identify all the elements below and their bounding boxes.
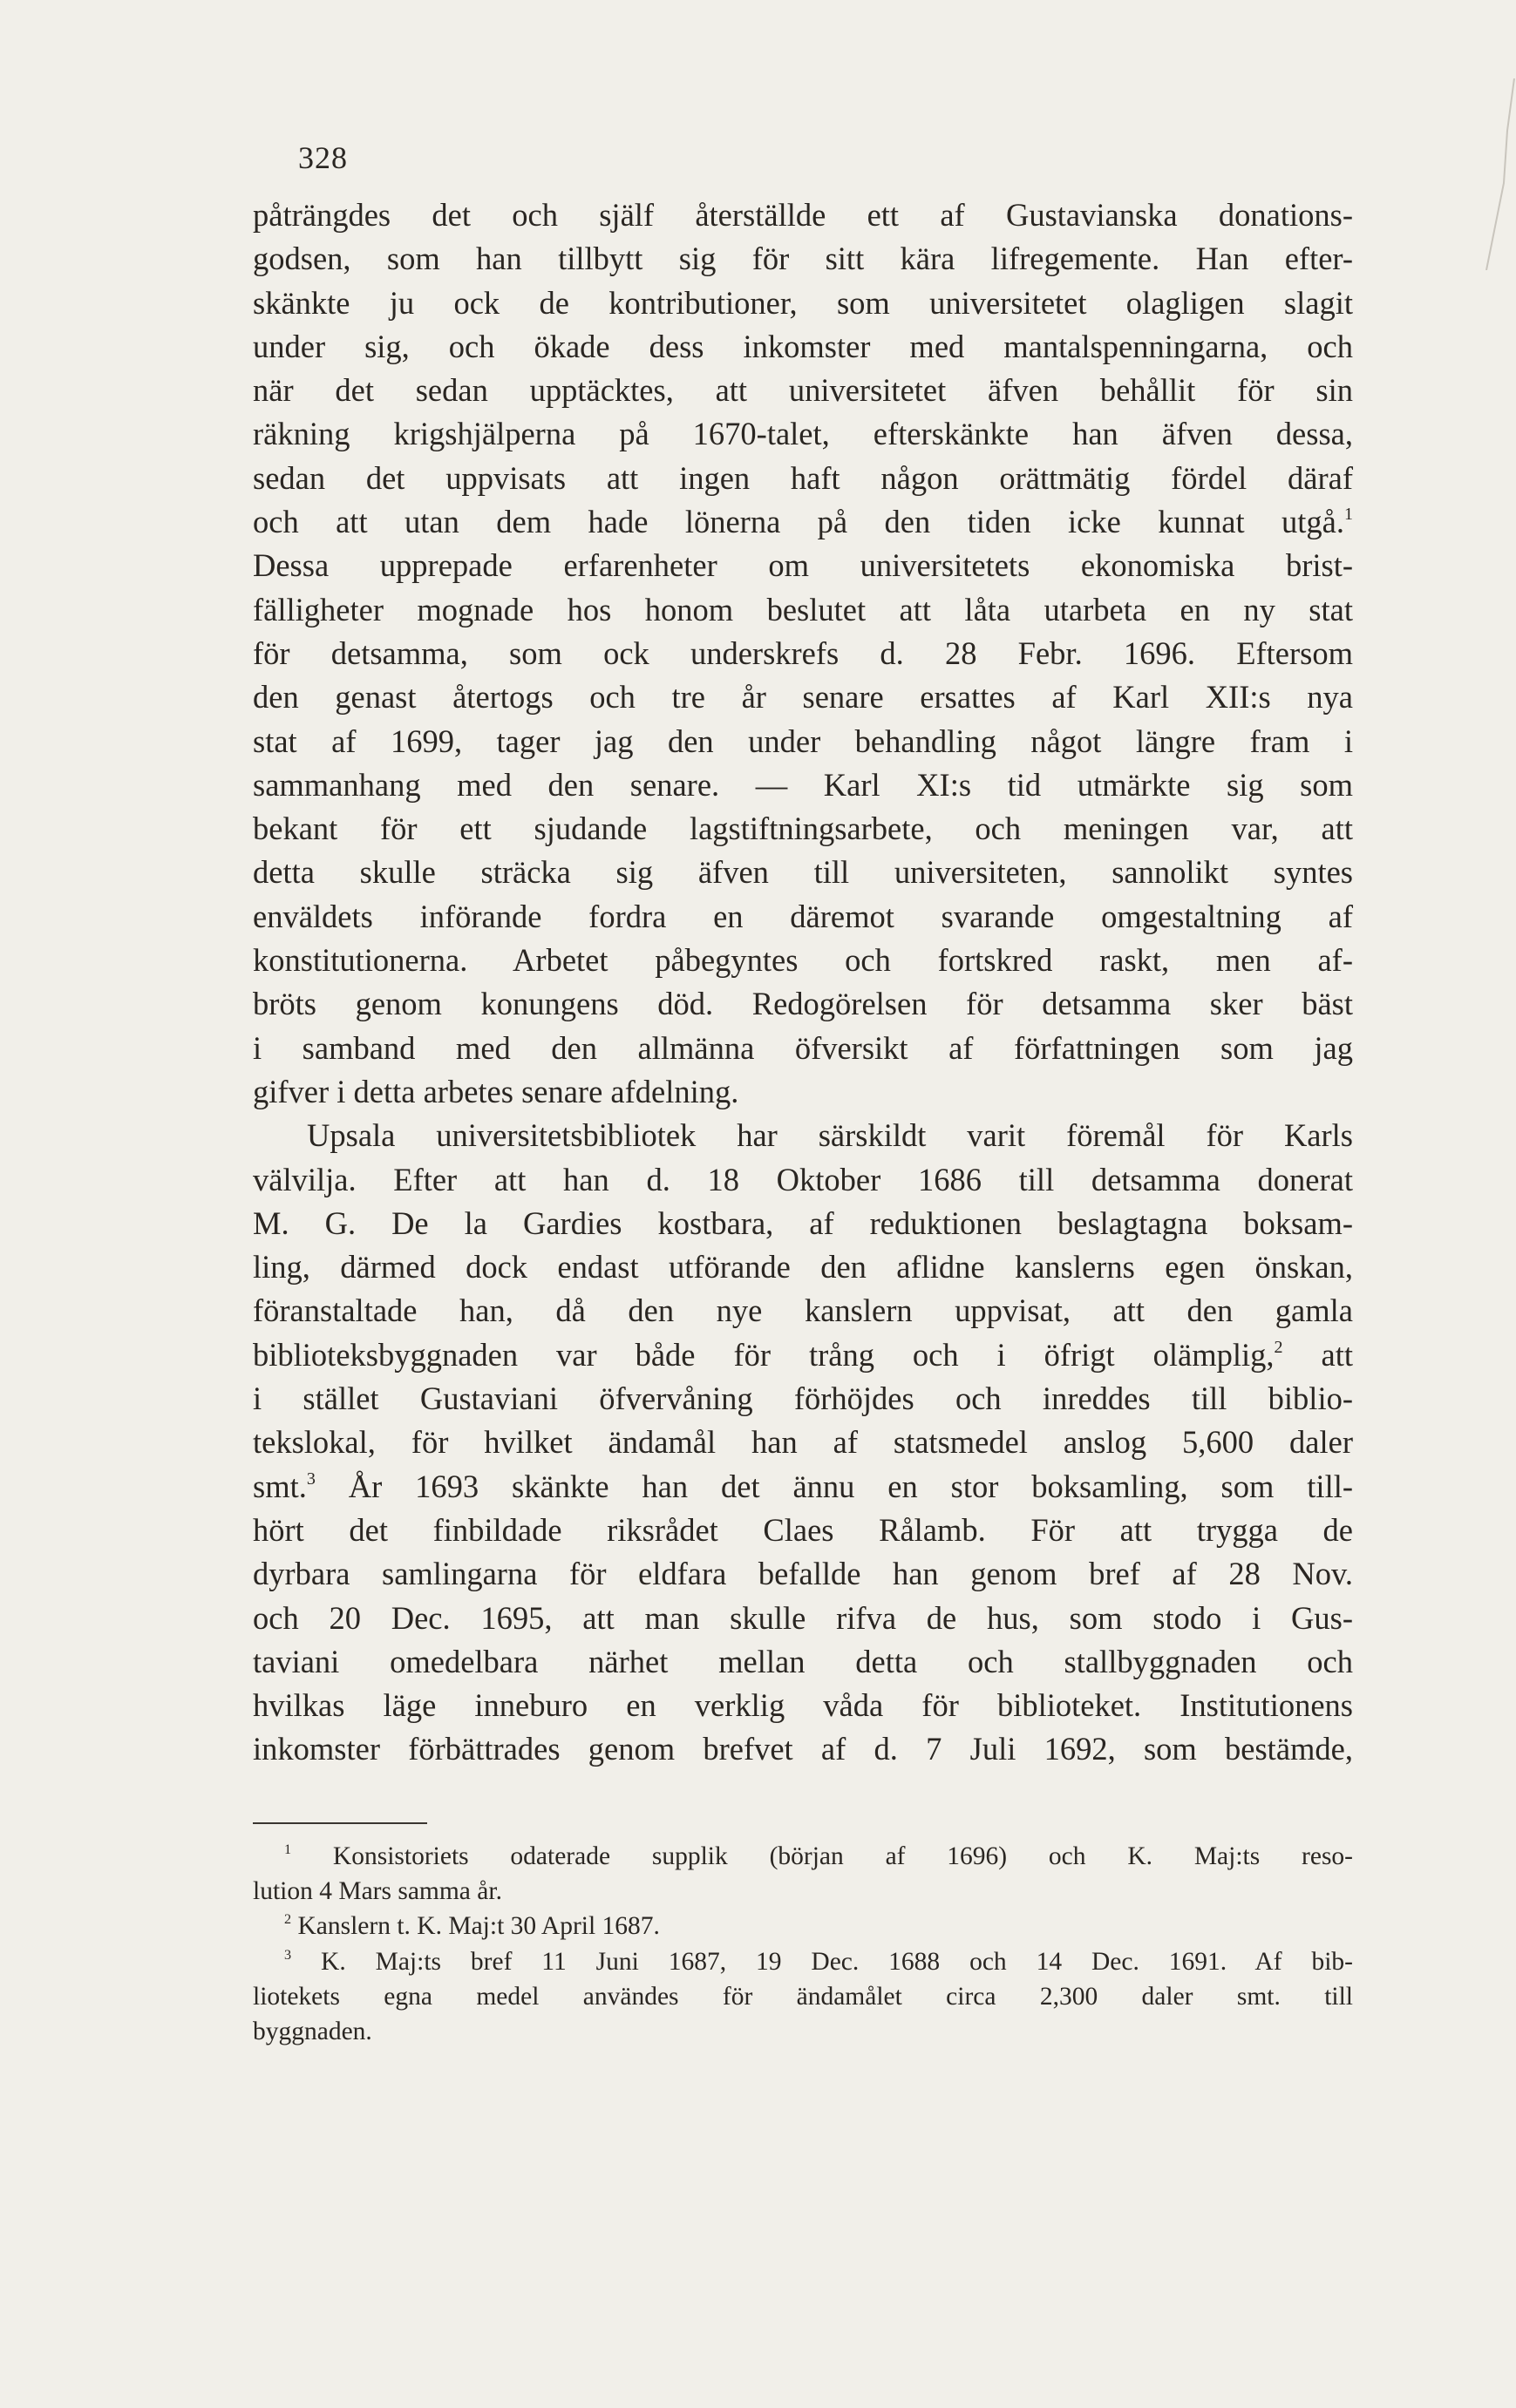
text-line <box>253 675 1353 719</box>
text-line <box>253 851 1353 894</box>
line-text: liotekets egna medel användes för ändamålet circa 2,300 daler smt. till <box>253 1982 1353 2011</box>
text-line <box>253 1597 1353 1640</box>
text-line <box>253 1070 1353 1114</box>
line-text: hört det finbildade riksrådet Claes Rålamb. För att trygga de <box>253 1511 1353 1548</box>
line-text: när det sedan upptäcktes, att universitetet äfven behållit för sin <box>253 372 1353 409</box>
text-line <box>253 939 1353 982</box>
text-line <box>253 544 1353 587</box>
line-text: fälligheter mognade hos honom beslutet att låta utarbeta en ny stat <box>253 591 1353 627</box>
line-text: och att utan dem hade lönerna på den tiden icke kunnat utgå. <box>253 504 1344 540</box>
line-text: i stället Gustaviani öfvervåning förhöjdes och inreddes till biblio- <box>253 1380 1353 1417</box>
text-line <box>253 1158 1353 1202</box>
footnote-line <box>253 1909 1353 1943</box>
text-line <box>253 1333 1353 1377</box>
line-text: hvilkas läge inneburo en verklig våda för biblioteket. Institutionens <box>253 1687 1353 1724</box>
line-text: räkning krigshjälperna på 1670-talet, efterskänkte han äfven dessa, <box>253 416 1353 452</box>
page-edge-mark <box>1481 78 1516 270</box>
text-line <box>253 369 1353 412</box>
footnote-line <box>253 1839 1353 1874</box>
text-line <box>253 1727 1353 1771</box>
line-text: föranstaltade han, då den nye kanslern uppvisat, att den gamla <box>253 1292 1353 1329</box>
line-text: för detsamma, som ock underskrefs d. 28 Febr. 1696. Eftersom <box>253 634 1353 671</box>
line-text: ling, därmed dock endast utförande den aflidne kanslerns egen önskan, <box>253 1249 1353 1285</box>
line-text: stat af 1699, tager jag den under behandling något längre fram i <box>253 722 1353 759</box>
text-line <box>253 1289 1353 1333</box>
footnote-reference: 2 <box>1274 1337 1283 1357</box>
text-line <box>253 807 1353 851</box>
footnote-marker: 2 <box>284 1911 292 1928</box>
footnote-reference: 1 <box>1343 505 1353 525</box>
line-text: påträngdes det och själf återställde ett af Gustavianska donations- <box>253 197 1353 233</box>
text-line <box>253 1465 1353 1509</box>
line-text: byggnaden. <box>253 2017 372 2045</box>
line-text: lution 4 Mars samma år. <box>253 1877 502 1906</box>
text-line <box>253 281 1353 325</box>
line-text: den genast återtogs och tre år senare ersattes af Karl XII:s nya <box>253 679 1353 716</box>
line-text: smt. <box>253 1468 307 1504</box>
footnote-line <box>253 2014 1353 2049</box>
text-line <box>253 1027 1353 1070</box>
text-line <box>253 632 1353 675</box>
line-text: i samband med den allmänna öfversikt af författningen som jag <box>253 1029 1353 1066</box>
text-line <box>253 1684 1353 1727</box>
line-text: biblioteksbyggnaden var både för trång och i öfrigt olämplig, <box>253 1336 1275 1373</box>
line-text: sammanhang med den senare. — Karl XI:s tid utmärkte sig som <box>253 766 1353 803</box>
text-line <box>253 1245 1353 1289</box>
footnote-marker: 3 <box>284 1946 292 1963</box>
text-line <box>253 1552 1353 1596</box>
line-text: bekant för ett sjudande lagstiftningsarbete, och meningen var, att <box>253 811 1353 847</box>
text-line <box>253 457 1353 500</box>
line-text: godsen, som han tillbytt sig för sitt kära lifregemente. Han efter- <box>253 241 1353 277</box>
text-line <box>253 1202 1353 1245</box>
line-text: under sig, och ökade dess inkomster med mantalspenningarna, och <box>253 328 1353 364</box>
page-number: 328 <box>298 140 348 175</box>
line-text: K. Maj:ts bref 11 Juni 1687, 19 Dec. 1688 och 14 Dec. 1691. Af bib- <box>291 1947 1353 1976</box>
line-text: taviani omedelbara närhet mellan detta och stallbyggnaden och <box>253 1643 1353 1679</box>
line-text: Upsala universitetsbibliotek har särskildt varit föremål för Karls <box>307 1117 1353 1154</box>
line-text: gifver i detta arbetes senare afdelning. <box>253 1073 739 1109</box>
text-line <box>253 1114 1353 1157</box>
footnote-line <box>253 1979 1353 2014</box>
line-text: enväldets införande fordra en däremot svarande omgestaltning af <box>253 898 1353 934</box>
text-line <box>253 1640 1353 1684</box>
text-line <box>253 588 1353 632</box>
text-line <box>253 982 1353 1026</box>
text-line <box>253 193 1353 237</box>
line-text: inkomster förbättrades genom brefvet af d. 7 Juli 1692, som bestämde, <box>253 1731 1353 1767</box>
text-line <box>253 720 1353 763</box>
text-line <box>253 763 1353 807</box>
text-line <box>253 325 1353 369</box>
line-text: Kanslern t. K. Maj:t 30 April 1687. <box>291 1912 660 1941</box>
line-text: M. G. De la Gardies kostbara, af reduktionen beslagtagna boksam- <box>253 1204 1353 1241</box>
text-line <box>253 237 1353 281</box>
footnotes <box>253 1839 1353 2049</box>
text-line <box>253 1421 1353 1464</box>
line-text: Dessa upprepade erfarenheter om universitetets ekonomiska brist- <box>253 547 1353 584</box>
text-line <box>253 895 1353 939</box>
line-text: skänkte ju ock de kontributioner, som universitetet olagligen slagit <box>253 284 1353 321</box>
footnote-marker: 1 <box>284 1841 292 1857</box>
text-line <box>253 412 1353 456</box>
body-text <box>253 193 1353 1772</box>
footnote-line <box>253 1874 1353 1909</box>
line-text: Konsistoriets odaterade supplik (början af 1696) och K. Maj:ts reso- <box>291 1842 1353 1870</box>
line-text: dyrbara samlingarna för eldfara befallde han genom bref af 28 Nov. <box>253 1556 1353 1592</box>
line-text: detta skulle sträcka sig äfven till universiteten, sannolikt syntes <box>253 854 1353 891</box>
footnote-rule <box>253 1822 427 1824</box>
footnote-line <box>253 1944 1353 1979</box>
text-line <box>253 1377 1353 1421</box>
line-text: bröts genom konungens död. Redogörelsen för detsamma sker bäst <box>253 986 1353 1022</box>
line-text-continued: att <box>1282 1336 1353 1373</box>
text-line <box>253 1509 1353 1552</box>
line-text: välvilja. Efter att han d. 18 Oktober 1686 till detsamma donerat <box>253 1161 1353 1197</box>
footnote-reference: 3 <box>306 1469 316 1489</box>
line-text: och 20 Dec. 1695, att man skulle rifva de hus, som stodo i Gus- <box>253 1599 1353 1636</box>
text-line <box>253 500 1353 544</box>
line-text-continued: År 1693 skänkte han det ännu en stor boksamling, som till- <box>315 1468 1353 1504</box>
line-text: sedan det uppvisats att ingen haft någon orättmätig fördel däraf <box>253 459 1353 496</box>
line-text: tekslokal, för hvilket ändamål han af statsmedel anslog 5,600 daler <box>253 1424 1353 1461</box>
line-text: konstitutionerna. Arbetet påbegyntes och fortskred raskt, men af- <box>253 942 1353 979</box>
